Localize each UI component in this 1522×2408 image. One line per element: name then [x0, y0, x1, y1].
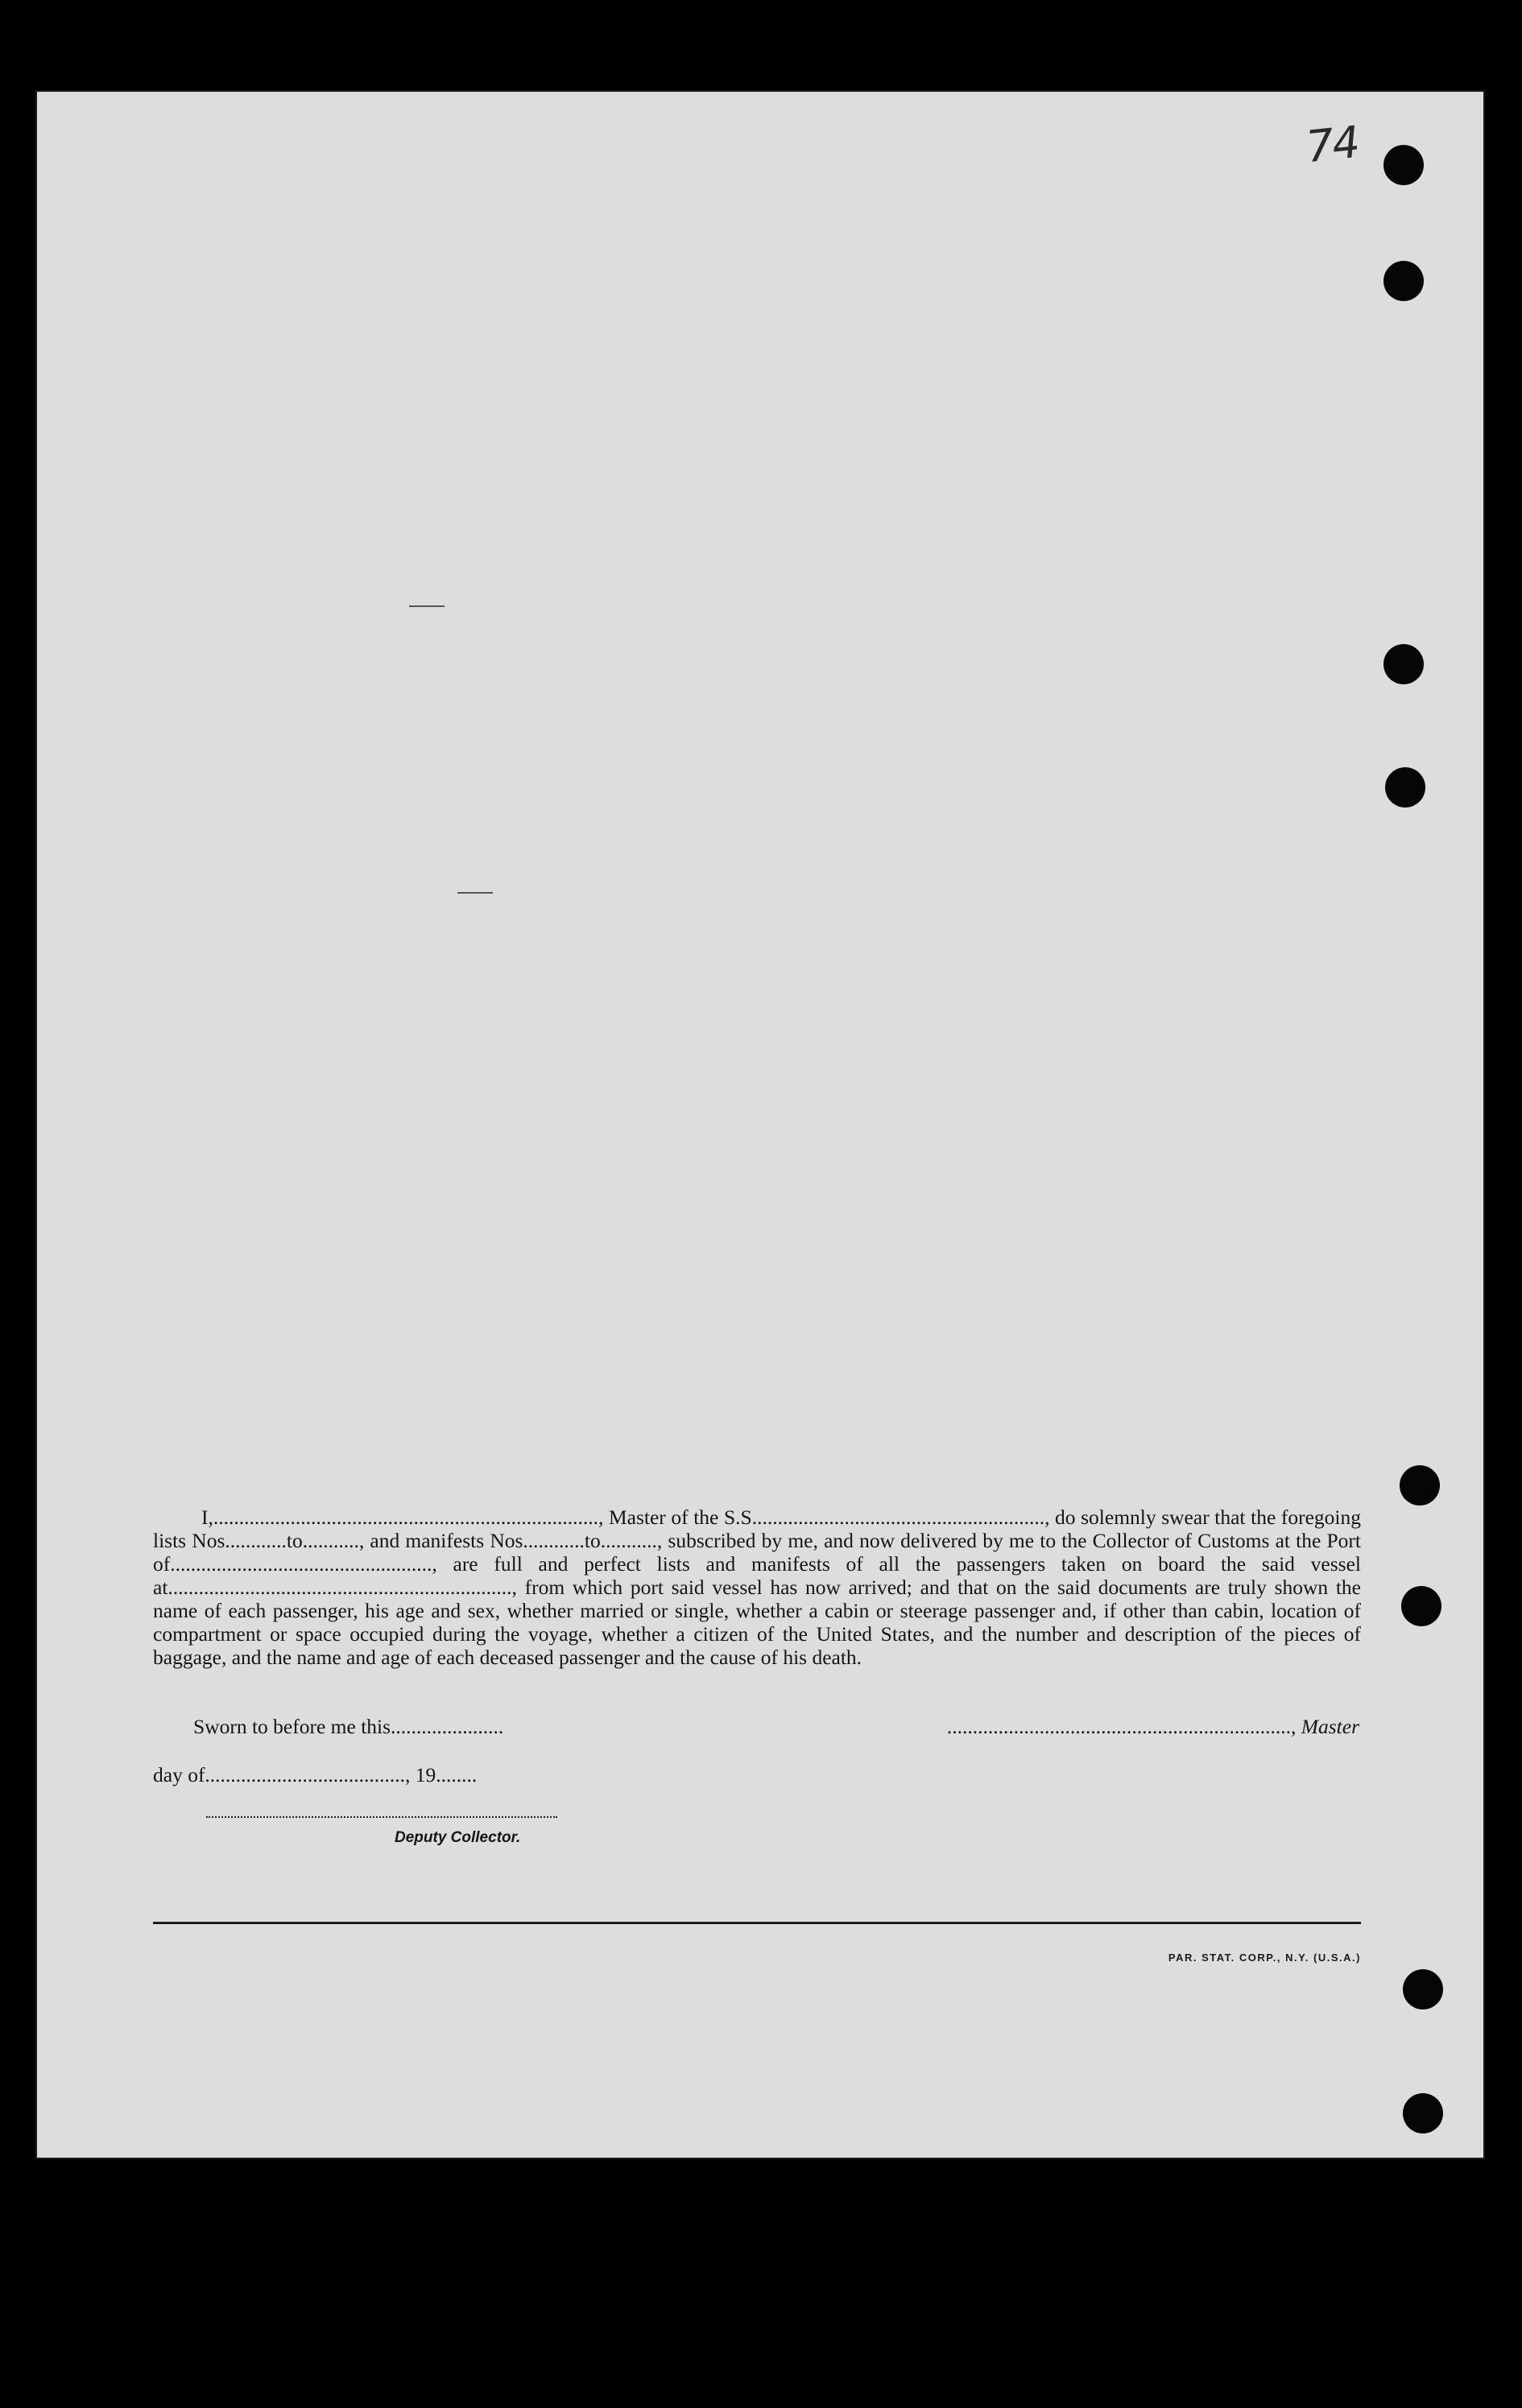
day-line: day of......................................., 19........ [153, 1763, 478, 1786]
oath-paragraph [153, 1506, 1361, 1669]
binder-hole-7 [1403, 1969, 1443, 2009]
binder-hole-1 [1383, 145, 1424, 185]
binder-hole-2 [1383, 261, 1424, 301]
scratch-mark [409, 605, 445, 607]
master-label: Master [1301, 1715, 1359, 1738]
footer-rule [153, 1922, 1361, 1924]
manifest-page [35, 90, 1485, 2159]
deputy-collector-label: Deputy Collector. [395, 1829, 521, 1846]
master-signature-line [947, 1715, 1359, 1739]
oath-body: swear that the foregoing lists Nos............to..........., and manifests Nos............to..........., subscribed by me, and now delivered by me to the Collector of Customs at the Port of..................................................., are full and perfect lists and manifests of all the passengers taken on board the said vessel at..................................................................., from which port said vessel has now arrived; and that on the said documents are truly shown the name of each passenger, his age and sex, whether married or single, whether a cabin or steerage passenger and, if other than cabin, location of compartment or space occupied during the voyage, whether a citizen of the United States, and the number and description of the pieces of baggage, and the name and age of each deceased passenger and the cause of his death. [153, 1506, 1361, 1669]
binder-hole-5 [1400, 1465, 1440, 1506]
printer-imprint: PAR. STAT. CORP., N.Y. (U.S.A.) [1168, 1952, 1361, 1964]
oath-line1-start: I, [201, 1506, 213, 1529]
binder-hole-4 [1385, 767, 1425, 807]
oath-line1-end: ........................................................., do solemnly [751, 1506, 1156, 1529]
deputy-signature-line [206, 1816, 557, 1818]
oath-line1-middle: ..........................................................................., Master of the S.S [213, 1506, 752, 1529]
binder-hole-6 [1401, 1586, 1441, 1626]
sworn-line: Sworn to before me this...................... [193, 1715, 504, 1738]
page-number: 74 [1303, 116, 1361, 173]
binder-hole-8 [1403, 2093, 1443, 2133]
binder-hole-3 [1383, 644, 1424, 684]
master-dots: ..................................................................., [946, 1715, 1301, 1738]
scratch-mark [457, 892, 493, 894]
